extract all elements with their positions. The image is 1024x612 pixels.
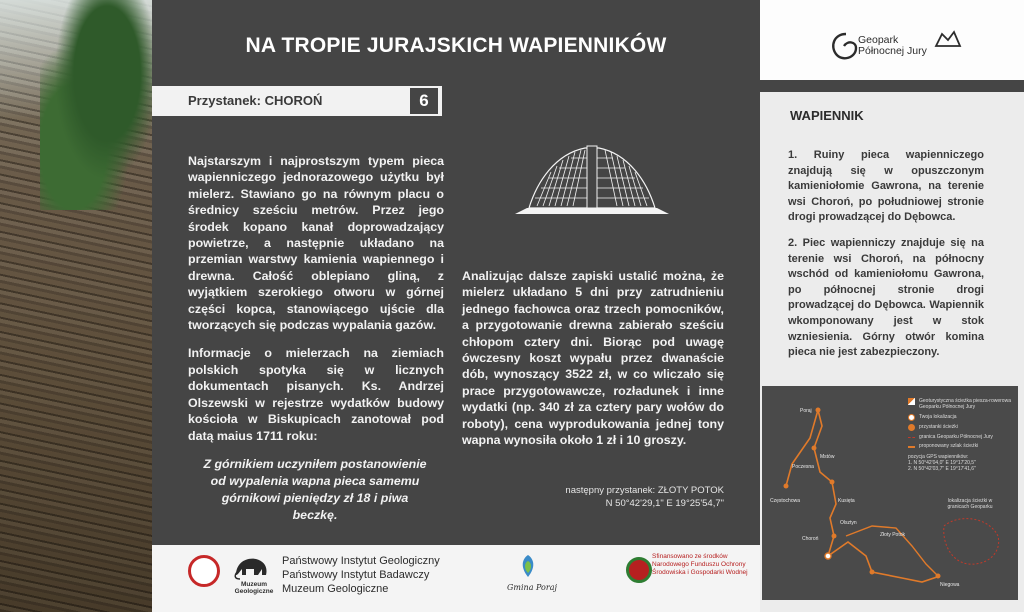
stop-marker-mstow (812, 446, 817, 451)
geopark-boundary (944, 519, 999, 565)
stop-marker-poraj (816, 408, 821, 413)
map-label-mstow: Mstów (820, 454, 835, 460)
map-label-kusieta: Kusięta (838, 498, 855, 504)
mammoth-logo (232, 553, 272, 581)
background-photo-rock-wall (0, 0, 152, 612)
stop-bar (152, 86, 410, 116)
geopark-logo-text (858, 35, 927, 57)
institute-line-3: Muzeum Geologiczne (282, 583, 389, 595)
fund-text: Sfinansowano ze środków Narodowego Funduszu Ochrony Środowiska i Gospodarki Wodnej (652, 553, 748, 576)
map-label-poraj: Poraj (800, 408, 812, 414)
left-column (188, 153, 444, 456)
gps-2: 2. N 50°42'03,7" E 19°17'41,6" (908, 466, 976, 473)
institute-line-1: Państwowy Instytut Geologiczny (282, 555, 440, 567)
geopark-logo-line-1: Geopark (858, 34, 899, 46)
museum-logo-label: Muzeum Geologiczne (234, 581, 274, 595)
map-label-czestochowa: Częstochowa (770, 498, 801, 504)
route-map (762, 386, 1018, 600)
main-panel (152, 0, 760, 545)
gps-1: 1. N 50°42'04,0" E 19°17'20,5" (908, 460, 976, 467)
stop-marker-zloty-potok (870, 570, 875, 575)
institute-line-2: Państwowy Instytut Badawczy (282, 569, 430, 581)
pine-tree (40, 0, 152, 210)
stop-marker-niegowa (936, 574, 941, 579)
legend-item-3: przystanki ścieżki (919, 423, 958, 430)
gmina-poraj-logo (516, 553, 540, 581)
sidebar-item-1: 1. Ruiny pieca wapienniczego znajdują się w opuszczonym kamieniołomie Gawrona, na terenie wsi Choroń, po południowej stronie drogi prowadzącej do Dębowca. (788, 149, 984, 224)
paragraph-1: Najstarszym i najprostszym typem pieca wapienniczego jednorazowego użytku był mielerz. Stawiano go na równym placu o średnicy sześciu metrów. Przez jego środek kopano kanał doprowadzający powietrze, a następnie układano na przemian warstwy kamienia wapiennego i drewna. Całość oblepiano gliną, z wyjątkiem szerokiego otworu w górnej części kopca, stanowiącego ujście dla tworzących się podczas wypalania gazów. (188, 154, 444, 333)
right-column: Analizując dalsze zapiski ustalić można, że mielerz układano 5 dni przy zatrudnieniu jednego fachowca oraz trzech pomocników, a przygotowanie drewna zabierało sześciu chłopom cztery dni. Biorąc pod uwagę ówczesny koszt wypału przez dwanaście dób, wynoszący 3522 zł, w co wliczało się prace przygotowawcze, rozładunek i inne wydatki (np. 340 zł za cztery pary wołów do roboty), cena wyprodukowania jednej tony wapna wynosiła około 1 zł i 10 groszy. (462, 269, 724, 448)
map-label-choron: Choroń (802, 536, 819, 542)
stop-marker-czestochowa (784, 484, 789, 489)
map-label-niegowa: Niegowa (940, 582, 960, 588)
map-label-olsztyn: Olsztyn (840, 520, 857, 526)
paragraph-2: Informacje o mielerzach na ziemiach polskich spotyka się w licznych dokumentach pisanych. Ks. Andrzej Olszewski w rejestrze wydatków budowy kościoła w Biskupicach zanotował pod datą maius 1711 roku: (188, 346, 444, 443)
quote: Z górnikiem uczyniłem postanowienie od wypalenia wapna pieca samemu górnikowi pieniędzy zł 18 i piwa beczkę. (203, 457, 427, 522)
gps-title: pozycja GPS wapienników: (908, 453, 969, 460)
map-legend (908, 398, 1014, 473)
sidebar-header (760, 0, 1024, 80)
sidebar-heading: WAPIENNIK (790, 108, 864, 123)
next-stop-name: następny przystanek: ZŁOTY POTOK (565, 485, 724, 496)
legend-item-1: Geoturystyczna ścieżka piesza-rowerowa Geoparku Północnej Jury (919, 398, 1011, 411)
next-stop (522, 484, 724, 510)
stop-number: 6 (410, 88, 438, 114)
gmina-label: Gmina Poraj (507, 583, 557, 592)
sidebar-item-2: 2. Piec wapienniczy znajduje się na terenie wsi Choroń, na północny wschód od kamieniołomu Gawrona, po północnej stronie drogi prowadzącej do Dębowca. Wapiennik wkomponowany jest w stok wzniesienia. Górny otwór komina pieca nie jest zabezpieczony. (788, 236, 984, 359)
stop-label: Przystanek: CHOROŃ (188, 93, 323, 108)
sidebar-body (788, 148, 984, 371)
legend-item-5: proponowany szlak ścieżki (919, 443, 979, 450)
map-note: lokalizacja ścieżki w granicach Geoparku (947, 498, 993, 510)
stop-marker-olsztyn (832, 534, 837, 539)
sidebar-divider (760, 80, 1024, 92)
kiln-illustration (507, 142, 677, 224)
nfosigw-logo (626, 557, 652, 583)
legend-item-2: Twoja lokalizacja (919, 413, 957, 420)
stop-marker-kusieta (830, 480, 835, 485)
footer (152, 545, 760, 612)
page-title: NA TROPIE JURAJSKICH WAPIENNIKÓW (245, 34, 667, 57)
pig-emblem-logo (188, 555, 220, 587)
map-label-zloty-potok: Złoty Potok (880, 532, 906, 538)
institute-text (282, 554, 440, 596)
next-stop-coordinates: N 50°42'29,1" E 19°25'54,7" (605, 498, 724, 509)
legend-item-4: granica Geoparku Północnej Jury (919, 433, 993, 440)
current-location-marker (825, 553, 831, 559)
map-label-poczesna: Poczesna (792, 464, 814, 470)
stop-number-box (406, 86, 442, 116)
geopark-logo-line-2: Północnej Jury (858, 45, 927, 57)
